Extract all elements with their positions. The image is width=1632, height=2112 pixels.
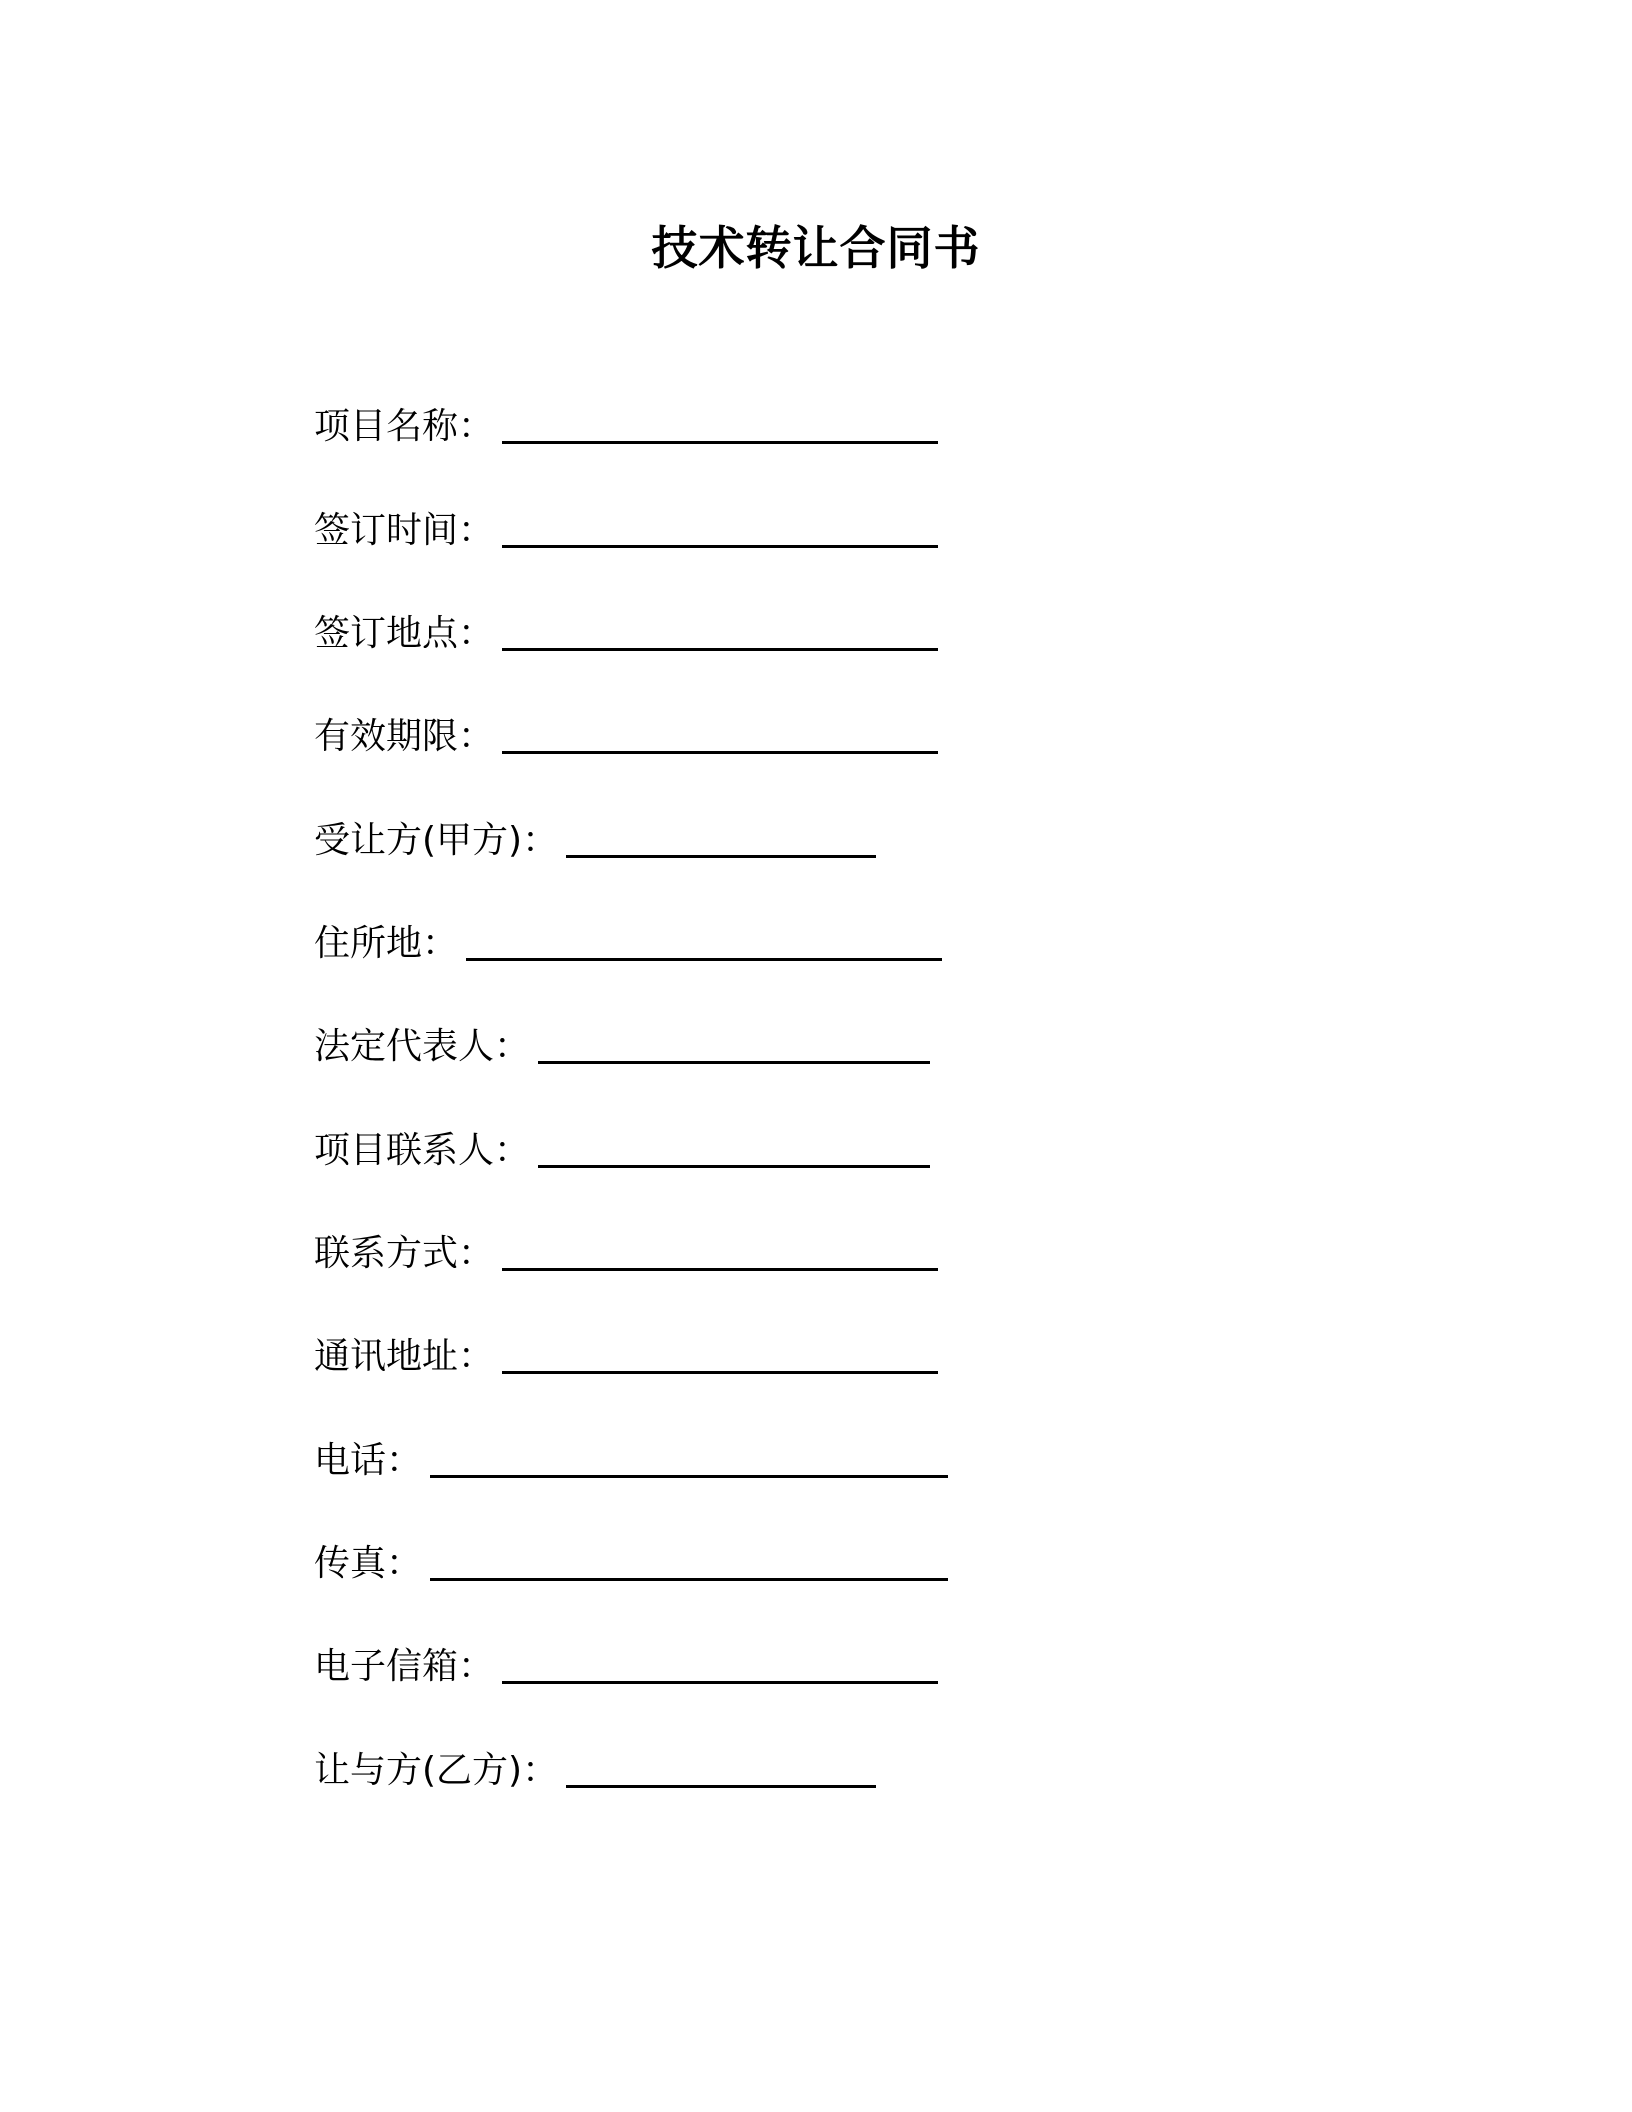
field-label: 签订时间： (314, 510, 495, 551)
field-label: 法定代表人： (314, 1026, 531, 1067)
field-blank-line[interactable] (502, 431, 938, 444)
field-label: 住所地： (314, 923, 459, 964)
field-project-contact (314, 1116, 930, 1176)
field-label: 项目联系人： (314, 1130, 531, 1171)
field-label: 通讯地址： (314, 1336, 495, 1377)
field-blank-line[interactable] (566, 1775, 876, 1788)
field-blank-line[interactable] (466, 948, 942, 961)
field-blank-line[interactable] (566, 845, 876, 858)
field-email (314, 1632, 938, 1692)
field-blank-line[interactable] (502, 535, 938, 548)
field-label: 传真： (314, 1543, 423, 1584)
field-fax (314, 1529, 948, 1589)
field-domicile (314, 909, 942, 969)
field-label: 电话： (314, 1440, 423, 1481)
field-label: 联系方式： (314, 1233, 495, 1274)
field-signing-time (314, 496, 938, 556)
field-blank-line[interactable] (502, 1361, 938, 1374)
field-blank-line[interactable] (502, 1258, 938, 1271)
field-project-name (314, 392, 938, 452)
field-signing-place (314, 599, 938, 659)
field-label: 受让方(甲方)： (314, 820, 559, 861)
field-blank-line[interactable] (538, 1051, 930, 1064)
field-legal-representative (314, 1012, 930, 1072)
field-blank-line[interactable] (502, 1671, 938, 1684)
field-label: 电子信箱： (314, 1646, 495, 1687)
field-label: 签订地点： (314, 613, 495, 654)
field-transferor-party-b (314, 1736, 876, 1796)
field-blank-line[interactable] (430, 1465, 948, 1478)
field-label: 有效期限： (314, 716, 495, 757)
field-blank-line[interactable] (430, 1568, 948, 1581)
field-contact-method (314, 1219, 938, 1279)
field-blank-line[interactable] (502, 638, 938, 651)
field-blank-line[interactable] (502, 741, 938, 754)
field-phone (314, 1426, 948, 1486)
field-validity-period (314, 702, 938, 762)
field-mailing-address (314, 1322, 938, 1382)
field-blank-line[interactable] (538, 1155, 930, 1168)
field-label: 项目名称： (314, 406, 495, 447)
field-label: 让与方(乙方)： (314, 1750, 559, 1791)
document-title: 技术转让合同书 (651, 221, 981, 275)
field-transferee-party-a (314, 806, 876, 866)
